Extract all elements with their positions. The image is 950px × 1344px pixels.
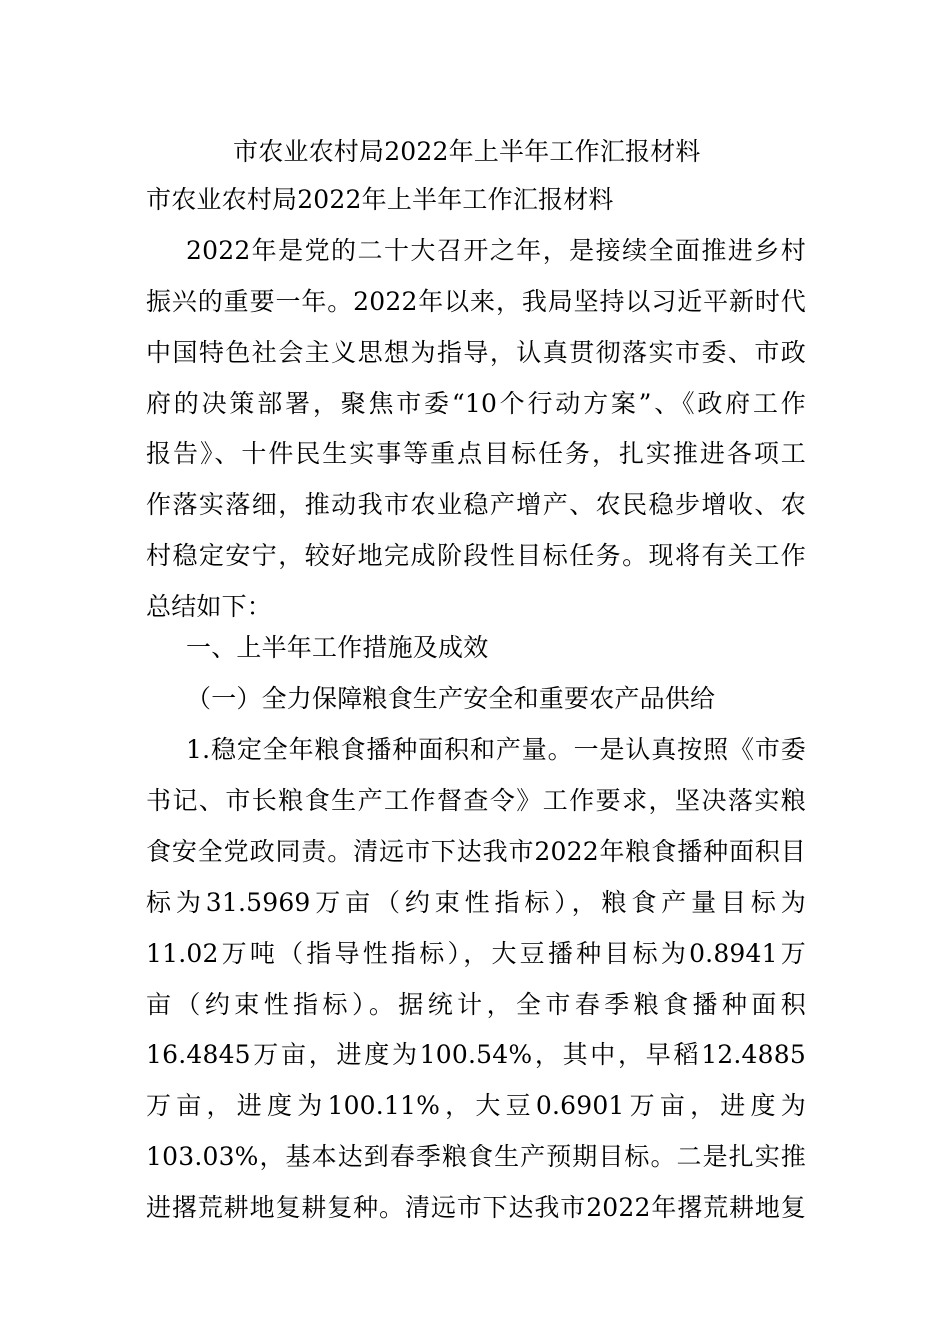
- paragraph-line: 书记、市长粮食生产工作督查令》工作要求，坚决落实粮: [146, 786, 806, 815]
- paragraph-line: 报告》、十件民生实事等重点目标任务，扎实推进各项工: [146, 439, 806, 468]
- paragraph-line: 进撂荒耕地复耕复种。清远市下达我市2022年撂荒耕地复: [146, 1193, 806, 1222]
- paragraph-line: 标为31.5969万亩（约束性指标），粮食产量目标为: [146, 888, 806, 917]
- paragraph-line: 作落实落细，推动我市农业稳产增产、农民稳步增收、农: [146, 490, 806, 519]
- paragraph-line: 16.4845万亩，进度为100.54%，其中，早稻12.4885: [146, 1040, 806, 1069]
- paragraph-line: 食安全党政同责。清远市下达我市2022年粮食播种面积目: [146, 837, 806, 866]
- paragraph-line: 11.02万吨（指导性指标），大豆播种目标为0.8941万: [146, 939, 806, 968]
- document-title: 市农业农村局2022年上半年工作汇报材料: [233, 137, 701, 166]
- paragraph-line: 万亩，进度为100.11%，大豆0.6901万亩，进度为: [146, 1091, 806, 1120]
- paragraph-line: 总结如下：: [146, 592, 273, 621]
- paragraph-line: 103.03%，基本达到春季粮食生产预期目标。二是扎实推: [146, 1142, 806, 1171]
- document-subtitle: 市农业农村局2022年上半年工作汇报材料: [146, 185, 614, 214]
- subsection-heading: （一）全力保障粮食生产安全和重要农产品供给: [186, 684, 716, 713]
- paragraph-line: 中国特色社会主义思想为指导，认真贯彻落实市委、市政: [146, 338, 806, 367]
- paragraph-line: 府的决策部署，聚焦市委“10个行动方案”、《政府工作: [146, 389, 806, 418]
- paragraph-line: 亩（约束性指标）。据统计，全市春季粮食播种面积: [146, 990, 806, 1019]
- paragraph-line: 2022年是党的二十大召开之年，是接续全面推进乡村: [186, 236, 806, 265]
- paragraph-line: 村稳定安宁，较好地完成阶段性目标任务。现将有关工作: [146, 541, 806, 570]
- paragraph-line: 振兴的重要一年。2022年以来，我局坚持以习近平新时代: [146, 287, 806, 316]
- paragraph-line: 1.稳定全年粮食播种面积和产量。一是认真按照《市委: [186, 735, 806, 764]
- section-heading: 一、上半年工作措施及成效: [186, 633, 489, 662]
